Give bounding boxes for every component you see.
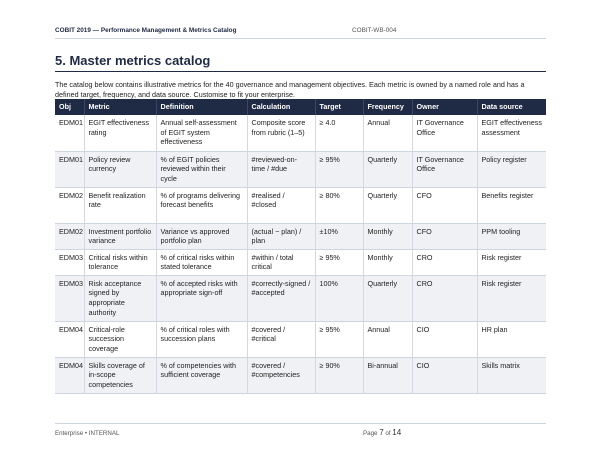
cell-definition: % of accepted risks with appropriate sign-off [156, 275, 247, 321]
table-row [55, 223, 546, 249]
cell-target: ≥ 80% [315, 187, 363, 223]
table-row [55, 151, 546, 187]
page-current: 7 [379, 428, 384, 437]
cell-owner: CFO [412, 223, 477, 249]
table-row [55, 321, 546, 357]
cell-metric: Investment portfolio variance [84, 223, 156, 249]
cell-data-source: Benefits register [477, 187, 546, 223]
cell-calculation: (actual − plan) / plan [247, 223, 315, 249]
cell-definition: % of EGIT policies reviewed within their cycle [156, 151, 247, 187]
cell-target: ≥ 4.0 [315, 115, 363, 151]
cell-data-source: EGIT effectiveness assessment [477, 115, 546, 151]
cell-target: ≥ 95% [315, 321, 363, 357]
cell-data-source: Policy register [477, 151, 546, 187]
cell-obj: EDM01 [55, 115, 84, 151]
column-header-frequency: Frequency [363, 99, 412, 115]
cell-definition: Annual self-assessment of EGIT system effectiveness [156, 115, 247, 151]
table-row [55, 187, 546, 223]
cell-metric: Risk acceptance signed by appropriate authority [84, 275, 156, 321]
section-title-underline [55, 71, 546, 72]
cell-definition: % of programs delivering forecast benefits [156, 187, 247, 223]
table-row [55, 249, 546, 275]
cell-definition: Variance vs approved portfolio plan [156, 223, 247, 249]
cell-owner: CRO [412, 249, 477, 275]
cell-calculation: #within / total critical [247, 249, 315, 275]
column-header-calculation: Calculation [247, 99, 315, 115]
cell-definition: % of competencies with sufficient coverage [156, 357, 247, 393]
document-id: COBIT-WB-004 [352, 27, 397, 34]
metrics-catalog-table [55, 99, 546, 394]
cell-owner: CRO [412, 275, 477, 321]
cell-obj: EDM02 [55, 223, 84, 249]
cell-obj: EDM01 [55, 151, 84, 187]
footer-divider [55, 423, 546, 424]
table-row [55, 275, 546, 321]
cell-data-source: PPM tooling [477, 223, 546, 249]
cell-calculation: #reviewed-on-time / #due [247, 151, 315, 187]
section-intro: The catalog below contains illustrative metrics for the 40 governance and management objectives. Each metric is owned by a named role and has a defined target, frequency, and data source. Customise to fit your enterprise. [55, 80, 525, 99]
cell-calculation: #realised / #closed [247, 187, 315, 223]
cell-calculation: Composite score from rubric (1–5) [247, 115, 315, 151]
column-header-metric: Metric [84, 99, 156, 115]
cell-frequency: Monthly [363, 249, 412, 275]
cell-obj: EDM03 [55, 249, 84, 275]
column-header-definition: Definition [156, 99, 247, 115]
table-row [55, 357, 546, 393]
cell-data-source: Skills matrix [477, 357, 546, 393]
cell-target: ≥ 90% [315, 357, 363, 393]
cell-definition: % of critical roles with succession plans [156, 321, 247, 357]
table-row [55, 115, 546, 151]
header-divider [55, 38, 546, 39]
cell-frequency: Quarterly [363, 187, 412, 223]
cell-frequency: Quarterly [363, 151, 412, 187]
cell-owner: CFO [412, 187, 477, 223]
table-header-row [55, 99, 546, 115]
cell-obj: EDM04 [55, 357, 84, 393]
cell-metric: Critical-role succession coverage [84, 321, 156, 357]
cell-calculation: #correctly-signed / #accepted [247, 275, 315, 321]
cell-obj: EDM04 [55, 321, 84, 357]
column-header-target: Target [315, 99, 363, 115]
cell-target: 100% [315, 275, 363, 321]
cell-target: ±10% [315, 223, 363, 249]
cell-owner: CIO [412, 357, 477, 393]
cell-metric: Policy review currency [84, 151, 156, 187]
cell-frequency: Annual [363, 321, 412, 357]
cell-owner: IT Governance Office [412, 151, 477, 187]
section-title: 5. Master metrics catalog [55, 53, 211, 68]
page-prefix: Page [363, 430, 378, 437]
column-header-obj: Obj [55, 99, 84, 115]
cell-metric: Skills coverage of in-scope competencies [84, 357, 156, 393]
page-total: 14 [392, 428, 402, 437]
cell-target: ≥ 95% [315, 151, 363, 187]
cell-frequency: Quarterly [363, 275, 412, 321]
cell-frequency: Monthly [363, 223, 412, 249]
running-header [55, 25, 546, 39]
cell-obj: EDM02 [55, 187, 84, 223]
cell-metric: Critical risks within tolerance [84, 249, 156, 275]
cell-target: ≥ 95% [315, 249, 363, 275]
cell-owner: IT Governance Office [412, 115, 477, 151]
column-header-owner: Owner [412, 99, 477, 115]
page-of: of [385, 430, 391, 437]
document-title: COBIT 2019 — Performance Management & Metrics Catalog [55, 27, 237, 34]
cell-data-source: HR plan [477, 321, 546, 357]
cell-metric: EGIT effectiveness rating [84, 115, 156, 151]
cell-owner: CIO [412, 321, 477, 357]
cell-data-source: Risk register [477, 249, 546, 275]
cell-frequency: Bi-annual [363, 357, 412, 393]
cell-definition: % of critical risks within stated tolerance [156, 249, 247, 275]
cell-calculation: #covered / #competencies [247, 357, 315, 393]
cell-frequency: Annual [363, 115, 412, 151]
cell-metric: Benefit realization rate [84, 187, 156, 223]
cell-obj: EDM03 [55, 275, 84, 321]
cell-data-source: Risk register [477, 275, 546, 321]
column-header-data-source: Data source [477, 99, 546, 115]
cell-calculation: #covered / #critical [247, 321, 315, 357]
classification-label: Enterprise • INTERNAL [55, 430, 120, 437]
page-number [363, 428, 401, 437]
